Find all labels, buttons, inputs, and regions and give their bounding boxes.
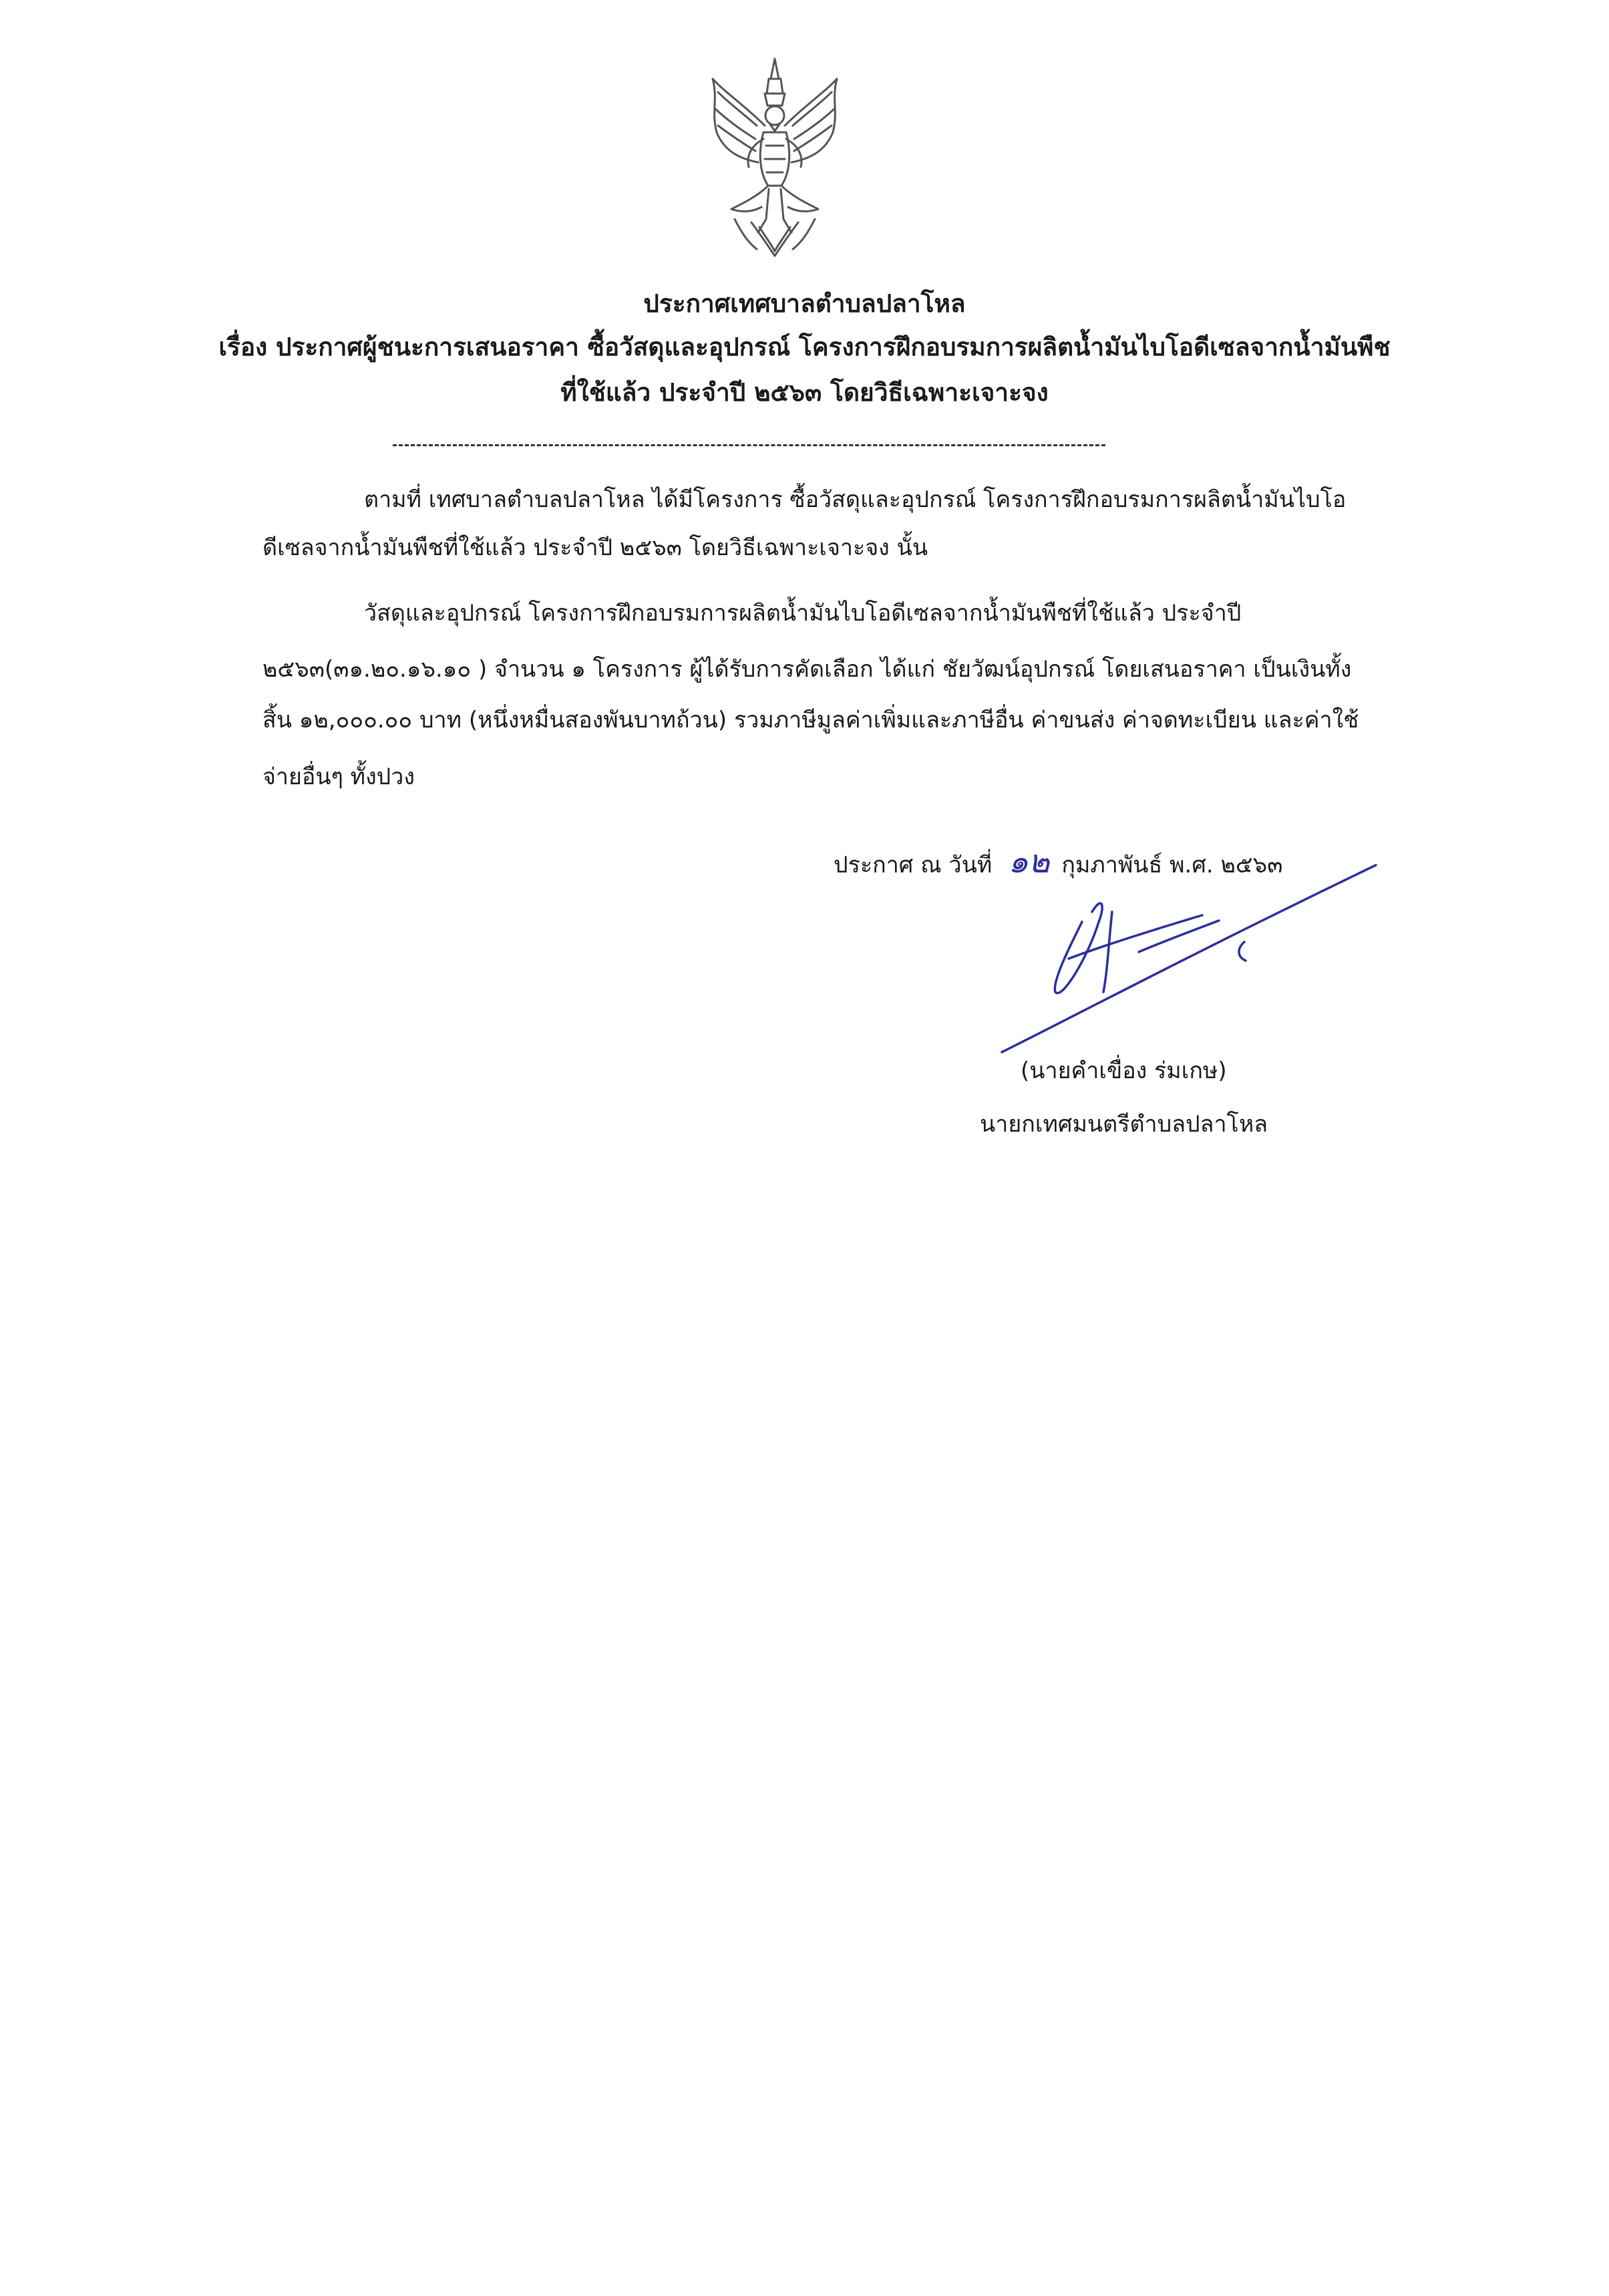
paragraph-2-line-3: สิ้น ๑๒,๐๐๐.๐๐ บาท (หนึ่งหมื่นสองพันบาทถ้วน) รวมภาษีมูลค่าเพิ่มและภาษีอื่น ค่าขนส่ง ค่าจดทะเบียน และค่าใช้ (262, 707, 1359, 733)
date-prefix: ประกาศ ณ วันที่ (834, 852, 993, 878)
handwritten-signature (989, 848, 1389, 1069)
handwritten-day: ๑๒ (1008, 843, 1050, 880)
paragraph-1-line-2: ดีเซลจากน้ำมันพืชที่ใช้แล้ว ประจำปี ๒๕๖๓ โดยวิธีเฉพาะเจาะจง นั้น (262, 534, 928, 561)
dashed-divider (393, 444, 1105, 446)
signer-position: นายกเทศมนตรีตำบลปลาโหล (980, 1111, 1268, 1138)
issuer-title: ประกาศเทศบาลตำบลปลาโหล (643, 289, 966, 318)
paragraph-2-line-2: ๒๕๖๓(๓๑.๒๐.๑๖.๑๐ ) จำนวน ๑ โครงการ ผู้ได้รับการคัดเลือก ได้แก่ ชัยวัฒน์อุปกรณ์ โดยเสนอราคา เป็นเงินทั้ง (262, 656, 1352, 683)
date-month-year: กุมภาพันธ์ พ.ศ. ๒๕๖๓ (1061, 852, 1283, 878)
paragraph-2-line-4: จ่ายอื่นๆ ทั้งปวง (262, 764, 415, 790)
paragraph-1-line-1: ตามที่ เทศบาลตำบลปลาโหล ได้มีโครงการ ซื้อวัสดุและอุปกรณ์ โครงการฝึกอบรมการผลิตน้ำมันไบโอ (364, 486, 1347, 513)
signer-name: (นายคำเขื่อง ร่มเกษ) (1021, 1057, 1227, 1084)
garuda-emblem-icon (705, 52, 845, 263)
subject-line-2: ที่ใช้แล้ว ประจำปี ๒๕๖๓ โดยวิธีเฉพาะเจาะจง (560, 378, 1049, 407)
paragraph-2-line-1: วัสดุและอุปกรณ์ โครงการฝึกอบรมการผลิตน้ำมันไบโอดีเซลจากน้ำมันพืชที่ใช้แล้ว ประจำปี (364, 600, 1242, 627)
subject-line-1: เรื่อง ประกาศผู้ชนะการเสนอราคา ซื้อวัสดุและอุปกรณ์ โครงการฝึกอบรมการผลิตน้ำมันไบโอดีเซลจากน้ำมันพืช (218, 333, 1391, 361)
